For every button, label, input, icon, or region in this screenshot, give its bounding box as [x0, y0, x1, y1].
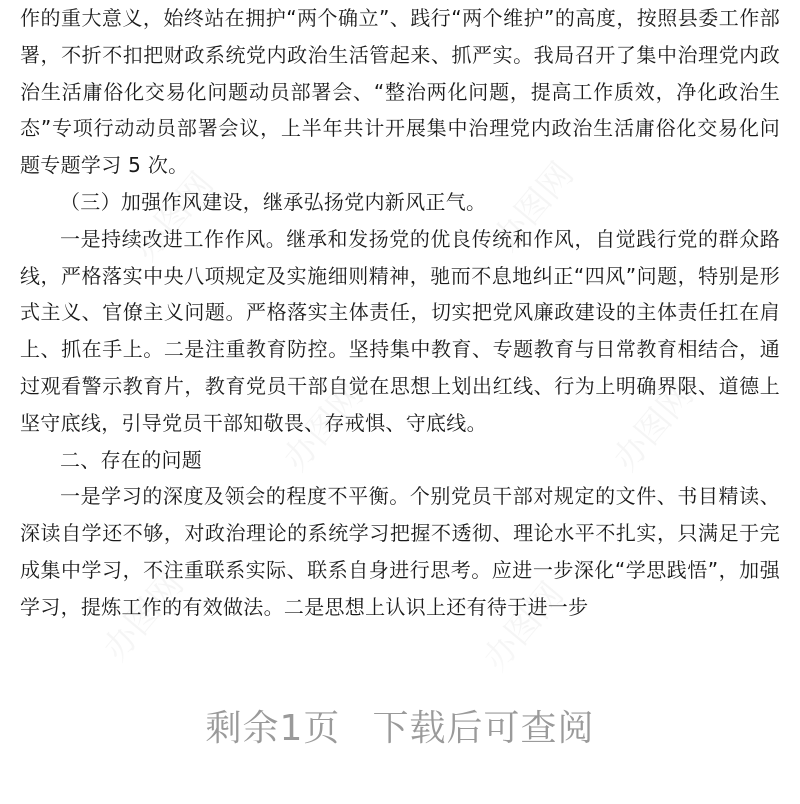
remaining-pages-label: 剩余1页 — [205, 708, 341, 749]
paragraph-work-style: 一是持续改进工作作风。继承和发扬党的优良传统和作风，自觉践行党的群众路线，严格落实中央八项规定及实施细则精神，驰而不息地纠正“四风”问题，特别是形式主义、官僚主义问题。严格落实主体责任，切实把党风廉政建设的主体责任扛在肩上、抓在手上。二是注重教育防控。坚持集中教育、专题教育与日常教育相结合，通过观看警示教育片，教育党员干部自觉在思想上划出红线、行为上明确界限、道德上坚守底线，引导党员干部知敬畏、存戒惧、守底线。 — [20, 226, 780, 435]
section-heading: 二、存在的问题 — [60, 447, 203, 472]
remaining-pages-banner[interactable] — [0, 700, 800, 751]
watermark: 办图网 — [125, 164, 222, 269]
content-fade — [0, 640, 800, 700]
paragraph-continuation: 作的重大意义，始终站在拥护“两个确立”、践行“两个维护”的高度，按照县委工作部署，不折不扣把财政系统党内政治生活管起来、抓严实。我局召开了集中治理党内政治生活庸俗化交易化问题动员部署会、“整治两化问题，提高工作质效，净化政治生态”专项行动动员部署会议，上半年共计开展集中治理党内政治生活庸俗化交易化问题专题学习 5 次。 — [20, 6, 780, 178]
watermark: 办图网 — [95, 564, 192, 669]
section-subheading: （三）加强作风建设，继承弘扬党内新风正气。 — [60, 189, 487, 214]
download-to-view-label: 下载后可查阅 — [372, 708, 595, 749]
watermark: 办图网 — [605, 374, 702, 479]
watermark: 办图网 — [475, 574, 572, 679]
watermark: 办图网 — [485, 154, 582, 259]
document-body — [20, 0, 780, 626]
watermark: 办图网 — [275, 374, 372, 479]
paragraph-problems: 一是学习的深度及领会的程度不平衡。个别党员干部对规定的文件、书目精读、深读自学还不够，对政治理论的系统学习把握不透彻、理论水平不扎实，只满足于完成集中学习，不注重联系实际、联系自身进行思考。应进一步深化“学思践悟”，加强学习，提炼工作的有效做法。二是思想上认识上还有待于进一步 — [20, 484, 780, 619]
